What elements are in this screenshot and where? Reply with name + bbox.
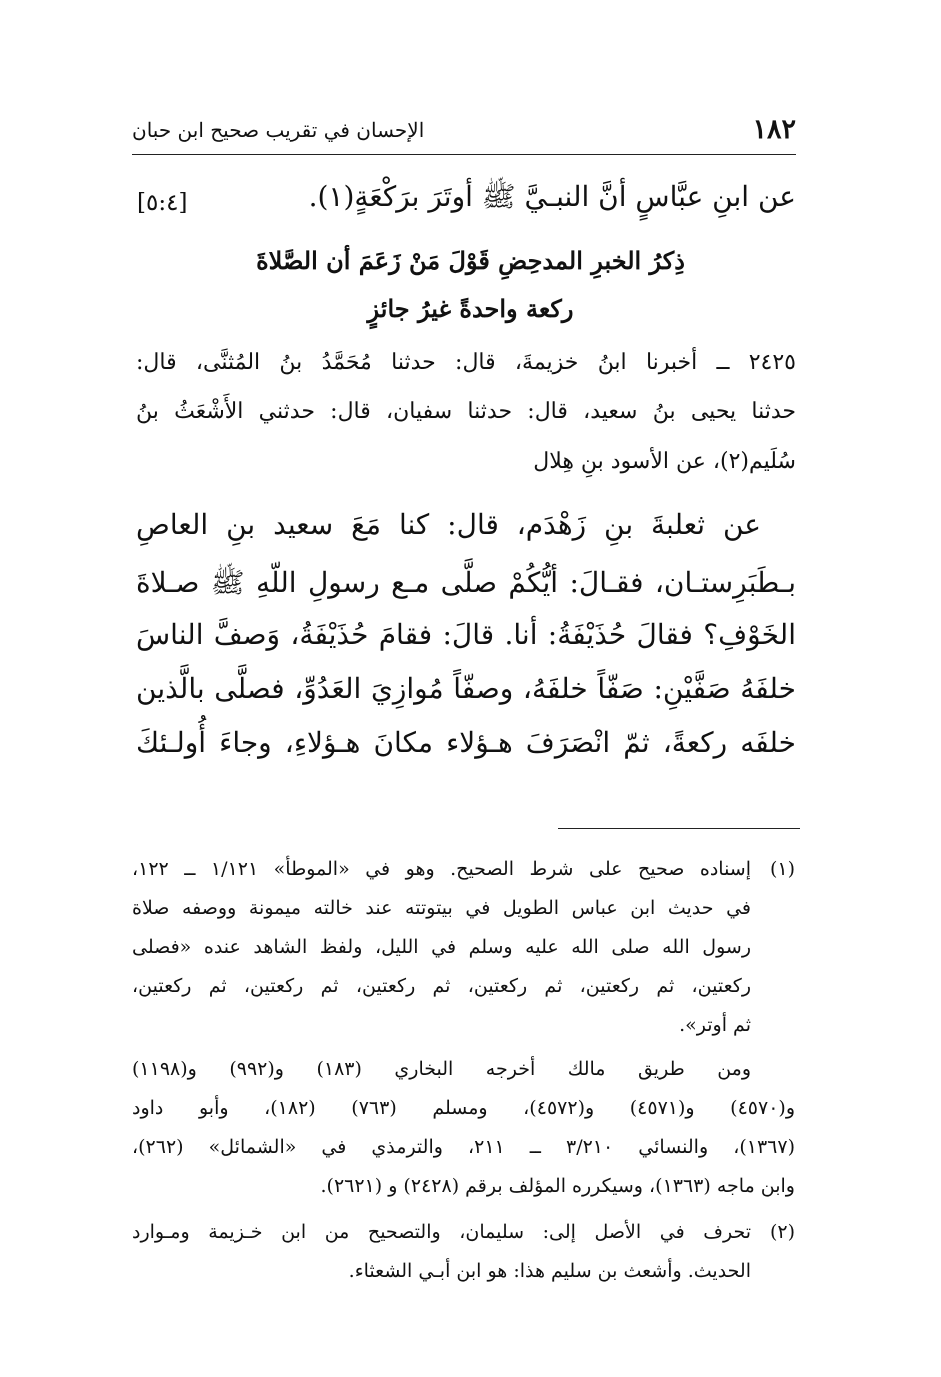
footnote-line: وابن ماجه (١٣٦٣)، وسيكرره المؤلف برقم (٢٤٢٨) و (٢٦٢١). bbox=[320, 1175, 795, 1197]
isnad-line: سُلَيم(٢)، عن الأسود بنِ هِلال bbox=[533, 449, 796, 474]
page-header bbox=[132, 112, 796, 155]
footnote-marker-1: (١) bbox=[769, 858, 795, 880]
footnote-line: و(٤٥٧٠) و(٤٥٧١) و(٤٥٧٢)، ومسلم (٧٦٣) (١٨٢)، وأبو داود bbox=[132, 1097, 795, 1119]
footnote-line: إسناده صحيح على شرط الصحيح. وهو في «الموطأ» ١/١٢١ ــ ١٢٢، bbox=[132, 858, 751, 880]
isnad-line: ٢٤٢٥ ــ أخبرنا ابنُ خزيمةَ، قال: حدثنا مُحَمَّدُ بنُ المُثنَّى، قال: bbox=[136, 350, 796, 375]
footnote-line: الحديث. وأشعث بن سليم هذا: هو ابن أبـي الشعثاء. bbox=[348, 1260, 751, 1282]
chapter-heading-line-2: ركعة واحدةً غيرُ جائزٍ bbox=[367, 294, 574, 323]
matn-line: عن ثعلبةَ بنِ زَهْدَم، قال: كنا مَعَ سعيد بنِ العاصِ bbox=[136, 508, 761, 541]
footnote-line: ركعتين، ثم ركعتين، ثم ركعتين، ثم ركعتين، ثم ركعتين، ثم ركعتين، bbox=[132, 975, 751, 997]
matn-line: خلفَهُ صَفَّيْنِ: صَفّاً خلفَهُ، وصفّاً مُوازِيَ العَدُوِّ، فصلَّى بالَّذين bbox=[136, 672, 796, 705]
matn-line: بـطَبَرِستـان، فقـالَ: أيُّكُمْ صلَّى مـع رسولِ اللّهِ ﷺ صـلاةَ bbox=[136, 566, 796, 599]
footnote-marker-2: (٢) bbox=[769, 1221, 795, 1243]
footnote-line: ثم أوتر». bbox=[679, 1014, 751, 1036]
previous-hadith-text: عن ابنِ عبَّاسٍ أنَّ النبـيَّ ﷺ أوتَرَ برَكْعَةٍ(١). bbox=[308, 180, 796, 213]
running-title: الإحسان في تقريب صحيح ابن حبان bbox=[132, 118, 425, 142]
hadith-reference: [٥:٤] bbox=[137, 190, 188, 216]
chapter-heading-line-1: ذِكرُ الخبرِ المدحِضِ قَوْلَ مَنْ زَعَمَ أن الصَّلاةَ bbox=[256, 246, 685, 275]
footnote-line: تحرف في الأصل إلى: سليمان، والتصحيح من ابن خـزيمة ومـوارد bbox=[132, 1221, 751, 1243]
page-number: ١٨٢ bbox=[752, 114, 796, 145]
footnote-line: (١٣٦٧)، والنسائي ٣/٢١٠ ــ ٢١١، والترمذي في «الشمائل» (٢٦٢)، bbox=[132, 1136, 795, 1158]
isnad-line: حدثنا يحيى بنُ سعيد، قال: حدثنا سفيان، قال: حدثني الأَشْعَثُ بنُ bbox=[136, 399, 796, 424]
matn-line: خلفَه ركعةً، ثمّ انْصَرَفَ هـؤلاء مكانَ هـؤلاءِ، وجاءَ أُولـئكَ bbox=[136, 726, 796, 759]
footnote-separator bbox=[558, 828, 800, 829]
matn-line: الخَوْفِ؟ فقالَ حُذَيْفَةُ: أنا. قالَ: فقامَ حُذَيْفَةُ، وَصفَّ الناسَ bbox=[136, 618, 796, 651]
footnote-line: ومن طريق مالك أخرجه البخاري (١٨٣) و(٩٩٢) و(١١٩٨) bbox=[132, 1058, 752, 1080]
footnote-line: في حديث ابن عباس الطويل في بيتوتته عند خالته ميمونة ووصفه صلاة bbox=[132, 897, 751, 919]
footnote-line: رسول الله صلى الله عليه وسلم في الليل، ولفظ الشاهد عنده «فصلى bbox=[132, 936, 751, 958]
